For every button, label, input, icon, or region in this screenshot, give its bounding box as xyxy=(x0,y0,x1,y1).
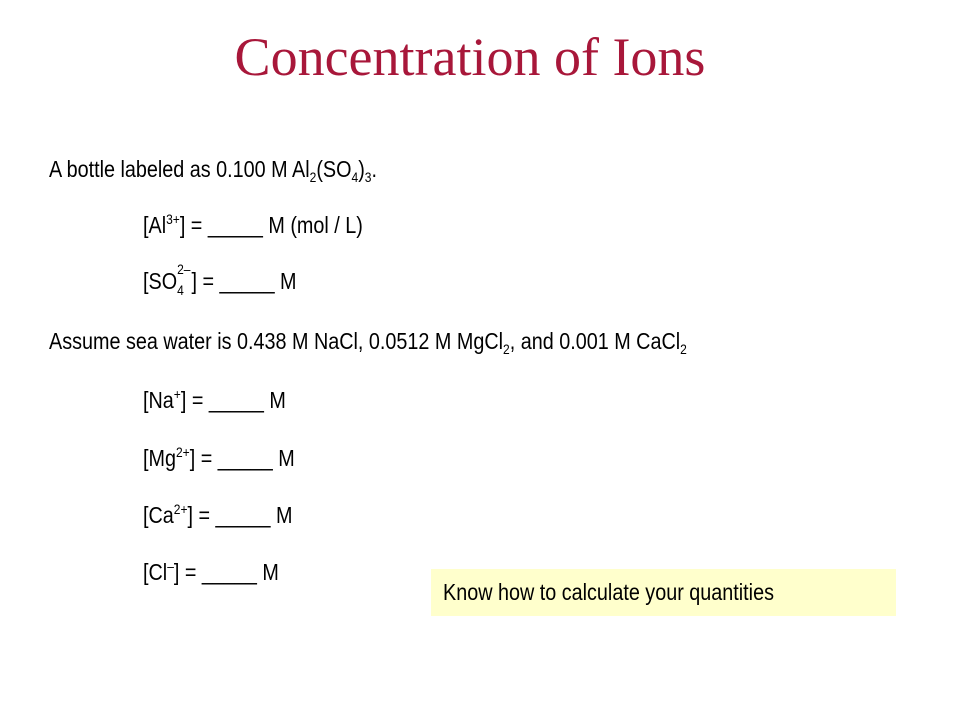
sodium-charge: + xyxy=(173,386,181,402)
magnesium-charge: 2+ xyxy=(175,444,190,460)
seawater-statement xyxy=(49,328,687,357)
aluminum-ion-line xyxy=(143,211,363,238)
sulfate-ion-blank: ] = _____ M xyxy=(191,268,297,294)
bottle-period: . xyxy=(371,156,377,182)
mgcl2-subscript: 2 xyxy=(503,341,510,357)
bottle-text: A bottle labeled as 0.100 M Al xyxy=(49,156,310,182)
seawater-text-mid: , and 0.001 M CaCl xyxy=(509,328,681,354)
chloride-ion-open: [Cl xyxy=(143,559,168,585)
sodium-ion-line xyxy=(143,386,286,413)
calcium-ion-open: [Ca xyxy=(143,502,174,528)
calcium-ion-blank: ] = _____ M xyxy=(187,502,293,528)
sulfate-subscript: 4 xyxy=(351,169,359,185)
calcium-charge: 2+ xyxy=(173,501,188,517)
magnesium-ion-blank: ] = _____ M xyxy=(189,445,295,471)
aluminum-ion-open: [Al xyxy=(143,212,167,238)
bottle-statement xyxy=(49,156,377,185)
sulfate-ion-subscript: 4 xyxy=(177,282,184,298)
al-subscript: 2 xyxy=(309,169,317,185)
magnesium-ion-open: [Mg xyxy=(143,445,176,471)
sulfate-ion-line xyxy=(143,261,297,298)
slide-title: Concentration of Ions xyxy=(234,27,706,87)
magnesium-ion-line xyxy=(143,444,295,471)
sulfate-ion-open: [SO xyxy=(143,268,178,294)
cacl2-subscript: 2 xyxy=(680,341,687,357)
calcium-ion-line xyxy=(143,501,293,528)
note-text: Know how to calculate your quantities xyxy=(443,579,774,605)
aluminum-ion-blank: ] = _____ M (mol / L) xyxy=(179,212,363,238)
sodium-ion-open: [Na xyxy=(143,387,174,413)
aluminum-charge: 3+ xyxy=(166,211,180,227)
sulfate-count-subscript: 3 xyxy=(364,169,372,185)
chloride-ion-line xyxy=(143,558,279,585)
chloride-charge: – xyxy=(167,558,174,574)
chloride-ion-blank: ] = _____ M xyxy=(173,559,279,585)
seawater-text: Assume sea water is 0.438 M NaCl, 0.0512 M MgCl xyxy=(49,328,504,354)
bottle-sulfate-open: (SO xyxy=(316,156,352,182)
sulfate-sub-sup xyxy=(177,261,191,298)
sulfate-charge: 2– xyxy=(177,261,191,277)
sodium-ion-blank: ] = _____ M xyxy=(180,387,286,413)
bottle-sulfate-close: ) xyxy=(358,156,365,182)
note-box xyxy=(431,569,896,616)
